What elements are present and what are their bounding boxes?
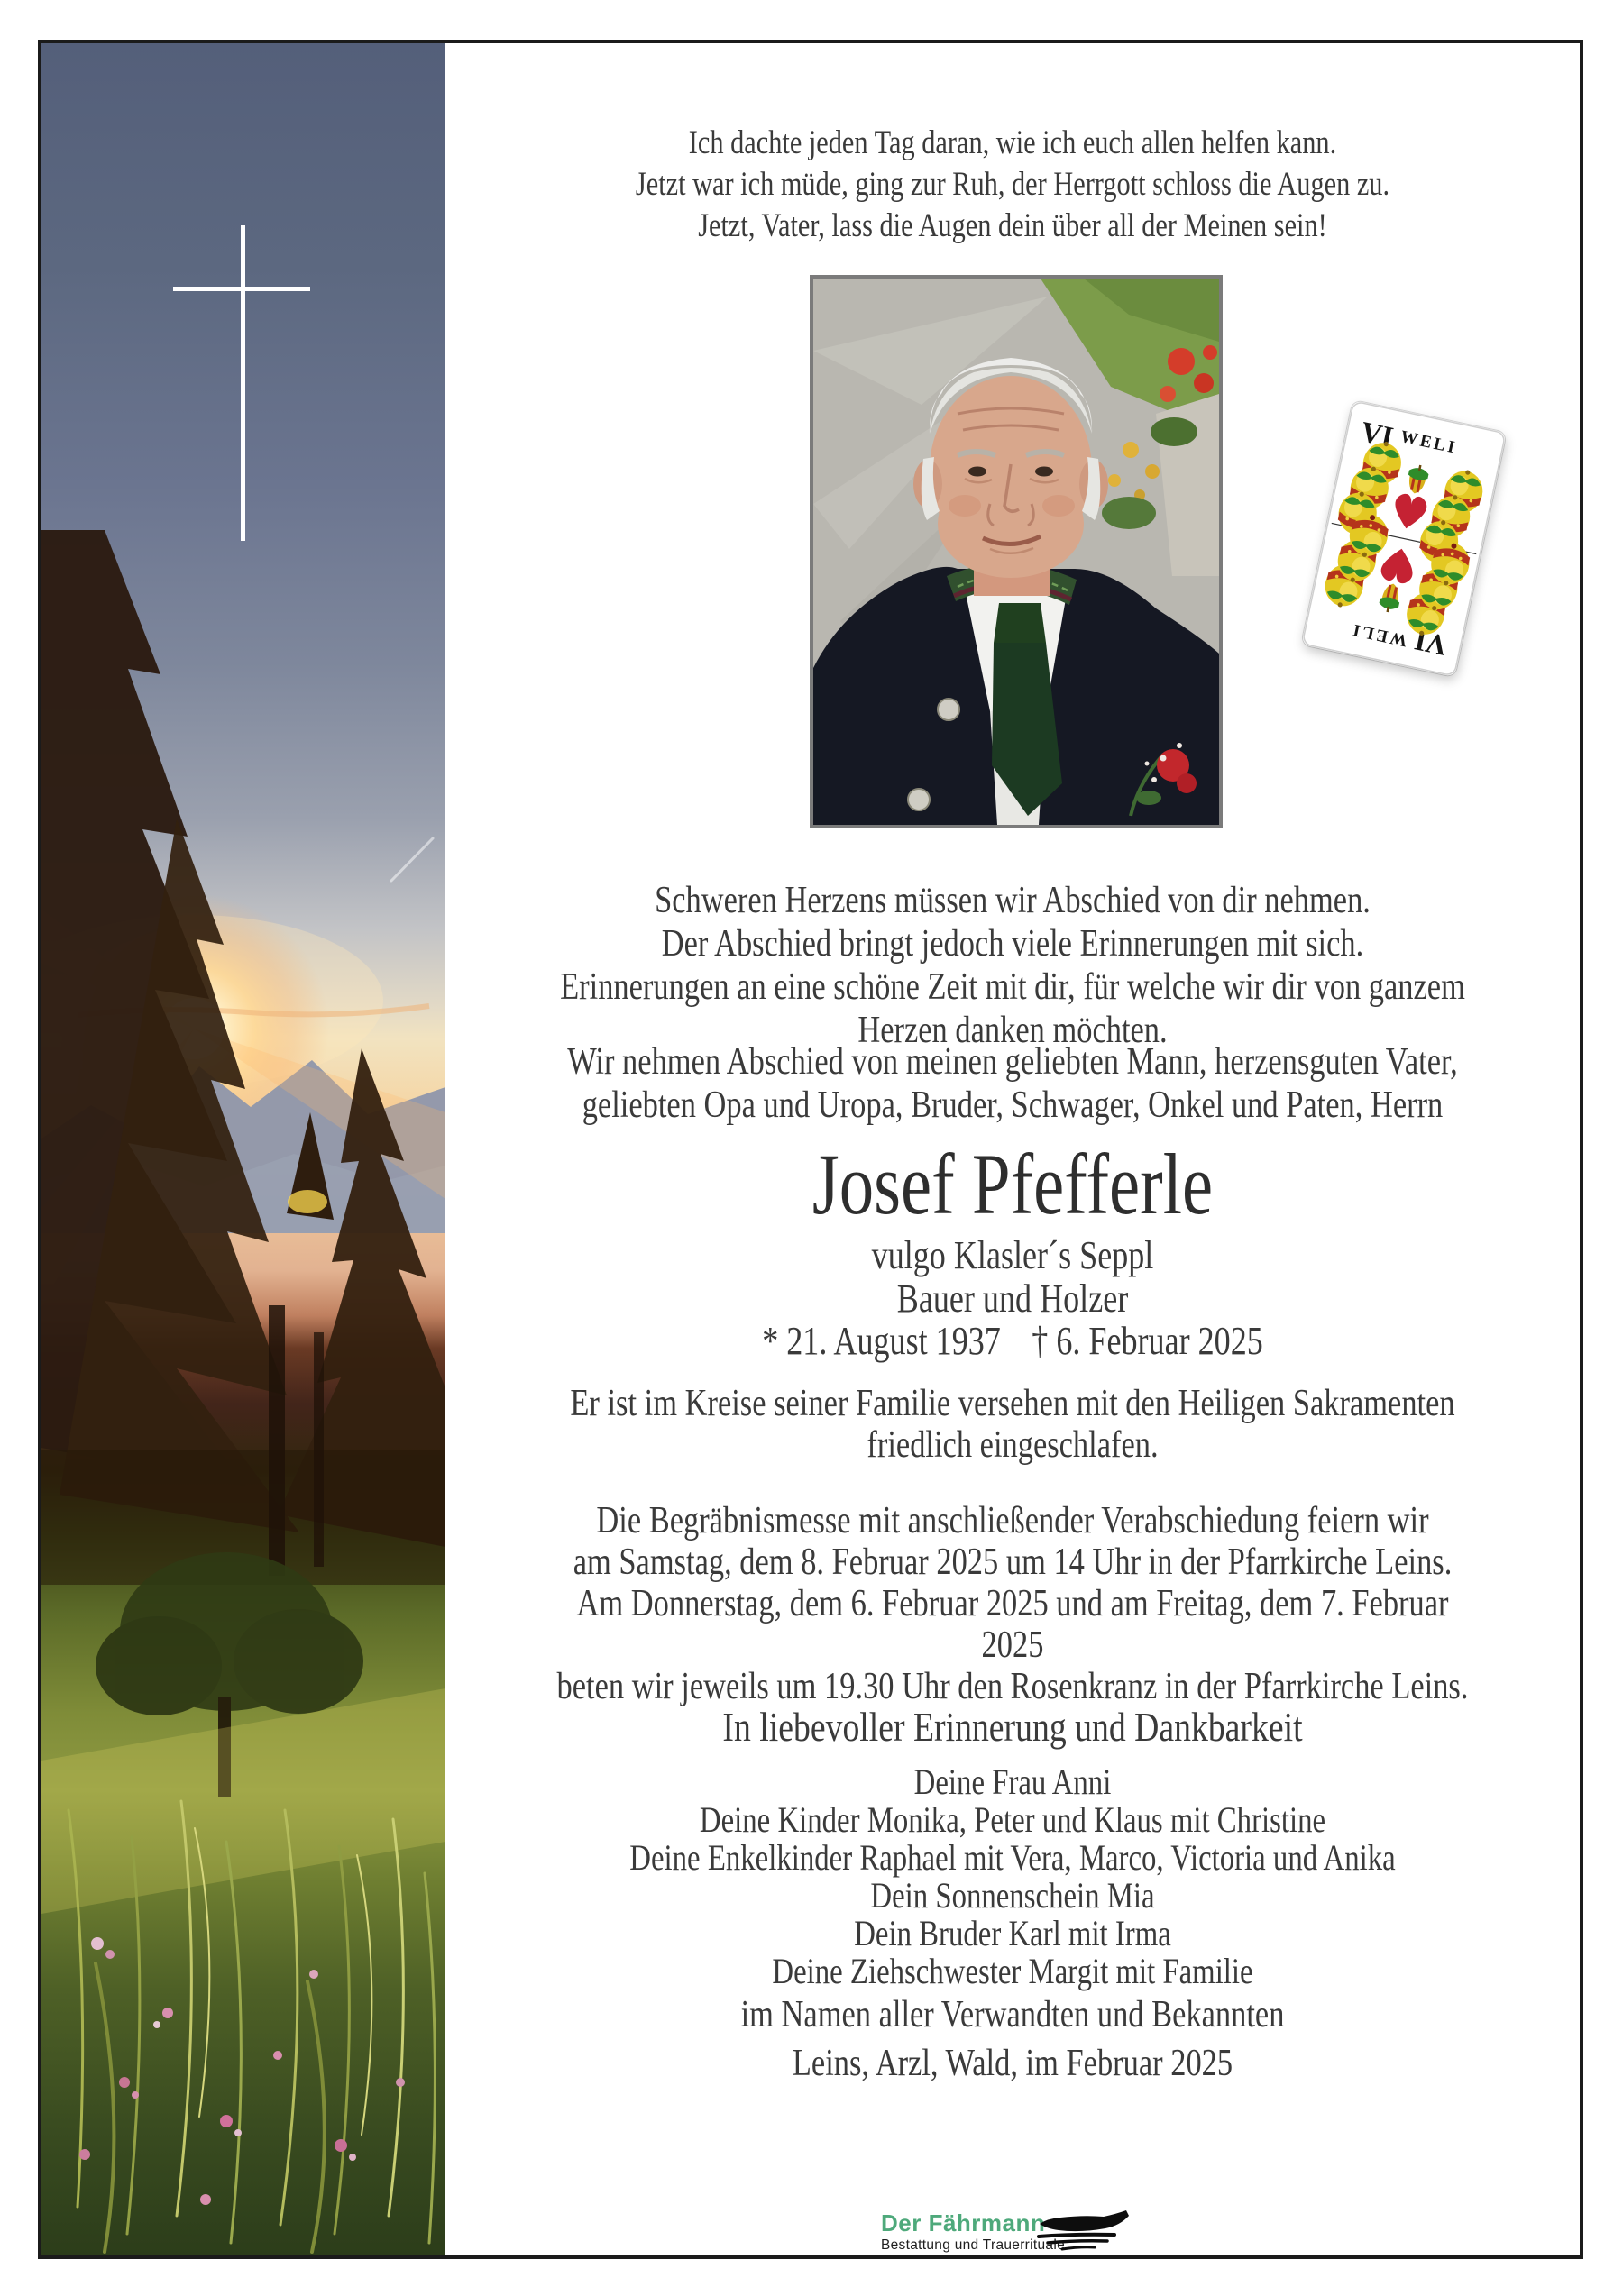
sunset-photo-strip — [41, 43, 445, 2255]
remembrance-heading: In liebevoller Erinnerung und Dankbarkeit — [722, 1704, 1303, 1750]
eye — [1035, 467, 1053, 477]
jacket-button — [908, 789, 930, 810]
mourner-line: Dein Sonnenschein Mia — [870, 1875, 1155, 1916]
vulgo-name: vulgo Klasler´s Seppl — [871, 1233, 1154, 1277]
mourner-line: Deine Ziehschwester Margit mit Familie — [772, 1951, 1253, 1991]
portrait-photo — [810, 275, 1223, 828]
jacket-button — [938, 699, 959, 720]
birth-date: * 21. August 1937 — [762, 1319, 1001, 1363]
paragraph-line: Er ist im Kreise seiner Familie versehen mit den Heiligen Sakramenten — [570, 1383, 1455, 1424]
paragraph-line: Herzen danken möchten. — [857, 1010, 1168, 1051]
mourner-line: Dein Bruder Karl mit Irma — [854, 1913, 1171, 1953]
lens-flare — [288, 1190, 327, 1213]
contrail — [391, 838, 433, 881]
paragraph-line: beten wir jeweils um 19.30 Uhr den Rosenkranz in der Pfarrkirche Leins. — [556, 1666, 1469, 1707]
tree-trunk — [314, 1332, 324, 1567]
mourner-line: Deine Frau Anni — [913, 1761, 1112, 1802]
deceased-name: Josef Pfefferle — [812, 1136, 1214, 1232]
death-date: † 6. Februar 2025 — [1032, 1319, 1263, 1363]
closing-line: im Namen aller Verwandten und Bekannten — [740, 1994, 1285, 2035]
paragraph-line: Die Begräbnismesse mit anschließender Verabschiedung feiern wir — [596, 1500, 1429, 1541]
life-dates — [546, 1318, 1480, 1365]
mourner-line: Deine Kinder Monika, Peter und Klaus mit Christine — [699, 1799, 1326, 1840]
funeral-home-name: Der Fährmann — [881, 2209, 1046, 2237]
boat-icon — [1037, 2209, 1131, 2254]
paragraph-line: Am Donnerstag, dem 6. Februar 2025 und am Freitag, dem 7. Februar 2025 — [576, 1583, 1449, 1666]
tie-knot — [994, 603, 1046, 643]
funeral-home-tagline: Bestattung und Trauerrituale — [881, 2237, 1065, 2253]
passing-paragraph — [546, 1383, 1480, 1466]
mourner-line: Deine Enkelkinder Raphael mit Vera, Marco, Victoria und Anika — [629, 1837, 1396, 1878]
paragraph-line: Der Abschied bringt jedoch viele Erinnerungen mit sich. — [661, 923, 1364, 965]
funeral-paragraph — [546, 1500, 1480, 1583]
rosary-paragraph — [546, 1583, 1480, 1707]
paragraph-line: geliebten Opa und Uropa, Bruder, Schwager, Onkel und Paten, Herrn — [582, 1084, 1444, 1126]
cross-icon — [173, 225, 310, 541]
paragraph-line: friedlich eingeschlafen. — [867, 1424, 1159, 1466]
eye — [968, 467, 986, 477]
intro-paragraph — [546, 1040, 1480, 1127]
memorial-verse — [546, 123, 1480, 247]
verse-line: Jetzt, Vater, lass die Augen dein über all der Meinen sein! — [698, 207, 1327, 244]
paragraph-line: Wir nehmen Abschied von meinen geliebten Mann, herzensguten Vater, — [567, 1041, 1458, 1083]
farewell-paragraph — [546, 879, 1480, 1052]
occupation: Bauer und Holzer — [896, 1276, 1129, 1321]
paragraph-line: Schweren Herzens müssen wir Abschied von dir nehmen. — [655, 880, 1371, 921]
place-date-line: Leins, Arzl, Wald, im Februar 2025 — [792, 2043, 1233, 2084]
grass-highlight — [41, 1688, 445, 1914]
tree-trunk — [269, 1305, 285, 1576]
sunset-scene — [41, 43, 445, 2255]
paragraph-line: Erinnerungen an eine schöne Zeit mit dir, für welche wir dir von ganzem — [560, 966, 1465, 1008]
verse-line: Jetzt war ich müde, ging zur Ruh, der Herrgott schloss die Augen zu. — [635, 166, 1390, 203]
portrait-illustration — [813, 279, 1219, 825]
mourners-list — [546, 1763, 1480, 1990]
verse-line: Ich dachte jeden Tag daran, wie ich euch allen helfen kann. — [688, 124, 1337, 161]
paragraph-line: am Samstag, dem 8. Februar 2025 um 14 Uhr in der Pfarrkirche Leins. — [573, 1541, 1453, 1583]
